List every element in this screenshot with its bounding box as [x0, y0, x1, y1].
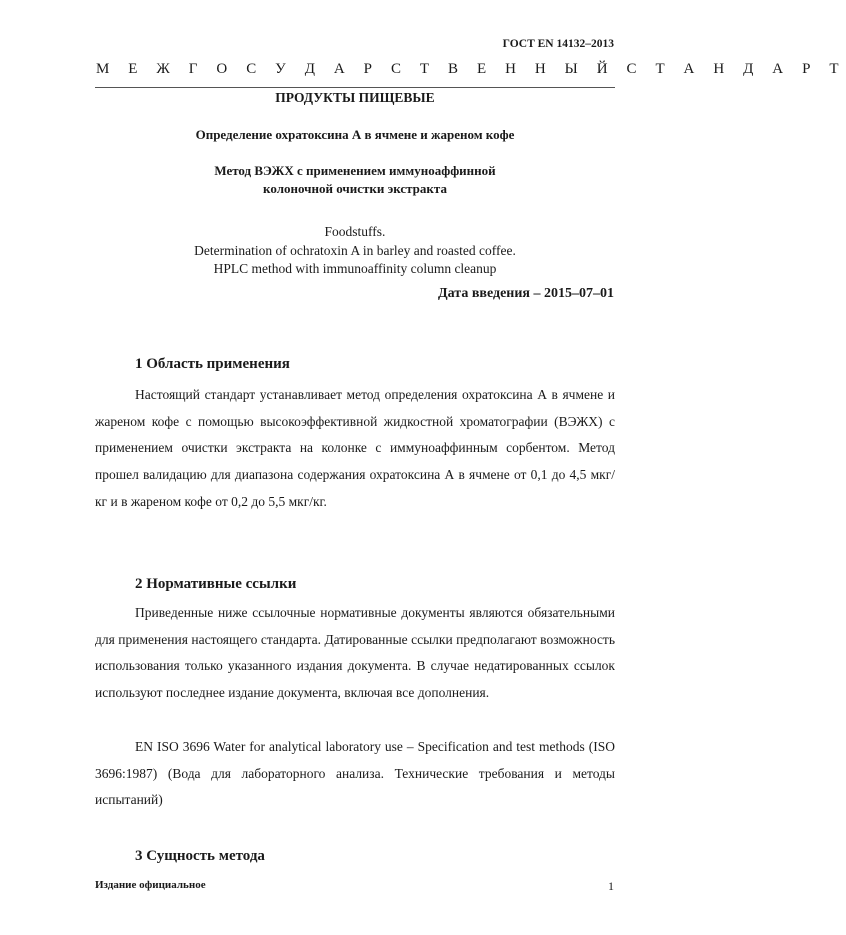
document-subtitle: Определение охратоксина А в ячмене и жареном кофе [195, 127, 515, 142]
method-title-line-2: колоночной очистки экстракта [263, 181, 447, 196]
section-2-paragraph-1: Приведенные ниже ссылочные нормативные документы являются обязательными для применения настоящего стандарта. Датированные ссылки предполагают возможность использования только указанного издания документа. В случае недатированных ссылок используют последнее издание документа, включая все дополнения. [95, 605, 615, 701]
english-title [95, 223, 615, 279]
introduction-date: Дата введения – 2015–07–01 [438, 286, 614, 301]
header-divider [95, 87, 615, 88]
english-title-line-3: HPLC method with immunoaffinity column cleanup [213, 261, 497, 276]
interstate-standard-banner: М Е Ж Г О С У Д А Р С Т В Е Н Н Ы Й С Т А Н Д А Р Т [96, 61, 846, 77]
section-1-heading: 1 Область применения [135, 356, 290, 372]
document-title: ПРОДУКТЫ ПИЩЕВЫЕ [275, 90, 435, 105]
document-code: ГОСТ EN 14132–2013 [502, 38, 614, 50]
official-edition-label: Издание официальное [95, 879, 206, 891]
section-3-heading: 3 Сущность метода [135, 848, 265, 864]
method-title [95, 162, 615, 198]
english-title-line-1: Foodstuffs. [324, 224, 386, 239]
section-1-paragraph: Настоящий стандарт устанавливает метод определения охратоксина А в ячмене и жареном кофе с помощью высокоэффективной жидкостной хроматографии (ВЭЖХ) с применением очистки экстракта на колонке с иммуноаффинным сорбентом. Метод прошел валидацию для диапазона содержания охратоксина А в ячмене от 0,1 до 4,5 мкг/кг и в жареном кофе от 0,2 до 5,5 мкг/кг. [95, 387, 615, 509]
english-title-line-2: Determination of ochratoxin A in barley and roasted coffee. [194, 242, 516, 258]
section-2-heading: 2 Нормативные ссылки [135, 576, 297, 592]
method-title-line-1: Метод ВЭЖХ с применением иммуноаффинной [214, 163, 496, 178]
page-number: 1 [608, 879, 614, 893]
section-2-paragraph-2: EN ISO 3696 Water for analytical laboratory use – Specification and test methods (ISO 3696:1987) (Вода для лабораторного анализа. Технические требования и методы испытаний) [95, 739, 615, 808]
